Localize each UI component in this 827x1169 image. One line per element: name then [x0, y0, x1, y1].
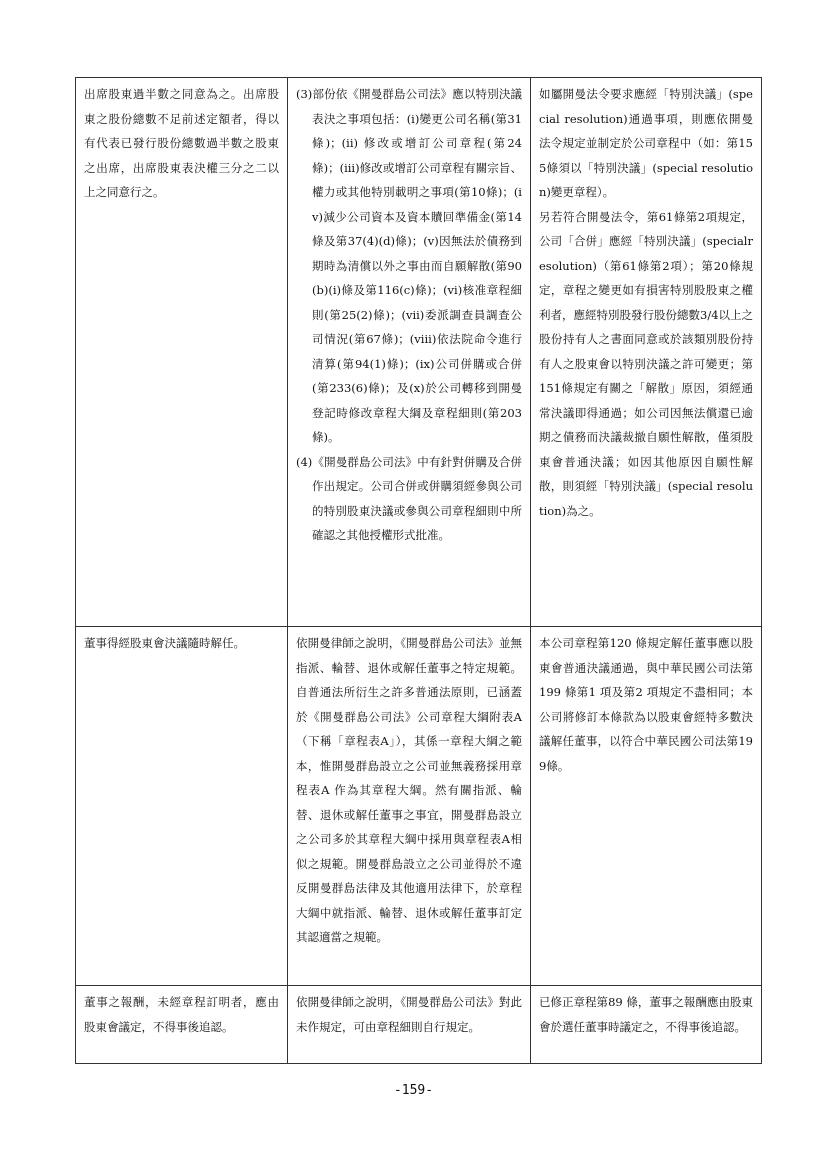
cell-paragraph: 依開曼律師之說明，《開曼群島公司法》對此未作規定，可由章程細則自行規定。 [296, 995, 522, 1034]
cell-paragraph: 本公司章程第120 條規定解任董事應以股東會普通決議通過，與中華民國公司法第199 條第1 項及第2 項規定不盡相同；本公司將修訂本條款為以股東會經特多數決議解任董事，以符合中華民國公司法第199條。 [539, 636, 753, 773]
table-cell-cayman-law [288, 986, 531, 1064]
cell-paragraph: 董事得經股東會決議隨時解任。 [84, 636, 245, 650]
table-cell-law-requirement [76, 627, 288, 986]
table-cell-cayman-law [288, 627, 531, 986]
table-cell-law-requirement [76, 78, 288, 627]
table-row [76, 627, 762, 986]
cell-paragraph: 依開曼律師之說明，《開曼群島公司法》並無指派、輪替、退休或解任董事之特定規範。自普通法所衍生之許多普通法原則，已涵蓋於《開曼群島公司法》公司章程大綱附表A（下稱「章程表A」），其係一章程大綱之範本，惟開曼群島設立之公司並無義務採用章程表A 作為其章程大綱。然有關指派、輪替、退休或解任董事之事宜，開曼群島設立之公司多於其章程大綱中採用與章程表A相似之規範。開曼群島設立之公司並得於不違反開曼群島法律及其他適用法律下，於章程大綱中就指派、輪替、退休或解任董事訂定其認適當之規範。 [296, 636, 522, 944]
table-cell-company-articles [531, 627, 762, 986]
cell-paragraph: 已修正章程第89 條，董事之報酬應由股東會於選任董事時議定之，不得事後追認。 [539, 995, 753, 1034]
table-cell-cayman-law [288, 78, 531, 627]
cell-paragraph: 出席股東過半數之同意為之。出席股東之股份總數不足前述定額者，得以有代表已發行股份總數過半數之股東之出席，出席股東表決權三分之二以上之同意行之。 [84, 87, 279, 199]
cell-paragraph: 另若符合開曼法令，第61條第2項規定，公司「合併」應經「特別決議」(specialresolution)（第61條第2項）；第20條規定，章程之變更如有損害特別股股東之權利者，應經特別股發行股份總數3/4以上之股份持有人之書面同意或於該類別股份持有人之股東會以特別決議之許可變更；第151條規定有關之「解散」原因，須經通常決議即得通過；如公司因無法償還已逾期之債務而決議裁撤自願性解散，僅須股東會普通決議；如因其他原因自願性解散，則須經「特別決議」(special resolution)為之。 [539, 209, 754, 518]
cell-paragraph: 董事之報酬，未經章程訂明者，應由股東會議定，不得事後追認。 [84, 995, 279, 1034]
table-row [76, 78, 762, 627]
table-cell-company-articles [531, 986, 762, 1064]
cell-paragraph: (4)《開曼群島公司法》中有針對併購及合併作出規定。公司合併或併購須經參與公司的特別股東決議或參與公司章程細則中所確認之其他授權形式批准。 [296, 454, 522, 542]
page-number: -159- [393, 1083, 434, 1098]
comparison-table [75, 77, 762, 1064]
table-cell-law-requirement [76, 986, 288, 1064]
table-cell-company-articles [531, 78, 762, 627]
table-row [76, 986, 762, 1064]
cell-paragraph: (3)部份依《開曼群島公司法》應以特別決議表決之事項包括：(i)變更公司名稱(第31 條)；(ii) 修改或增訂公司章程(第24 條)；(iii)修改或增訂公司章程有關宗旨、權力或其他特別載明之事項(第10條)；(iv)減少公司資本及資本贖回準備金(第14 條及第37(4)(d)條)；(v)因無法於債務到期時為清償以外之事由而自願解散(第90(b)(i)條及第116(c)條)；(vi)核准章程細則(第25(2)條)；(vii)委派調查員調查公司情況(第67條)；(viii)依法院命令進行清算(第94(1)條)；(ix)公司併購或合併(第233(6)條)；及(x)於公司轉移到開曼登記時修改章程大綱及章程細則(第203條)。 [296, 87, 522, 444]
cell-paragraph: 如屬開曼法令要求應經「特別決議」(special resolution)通過事項，則應依開曼法令規定並制定於公司章程中（如：第155條須以「特別決議」(special resolution)變更章程）。 [539, 87, 753, 199]
